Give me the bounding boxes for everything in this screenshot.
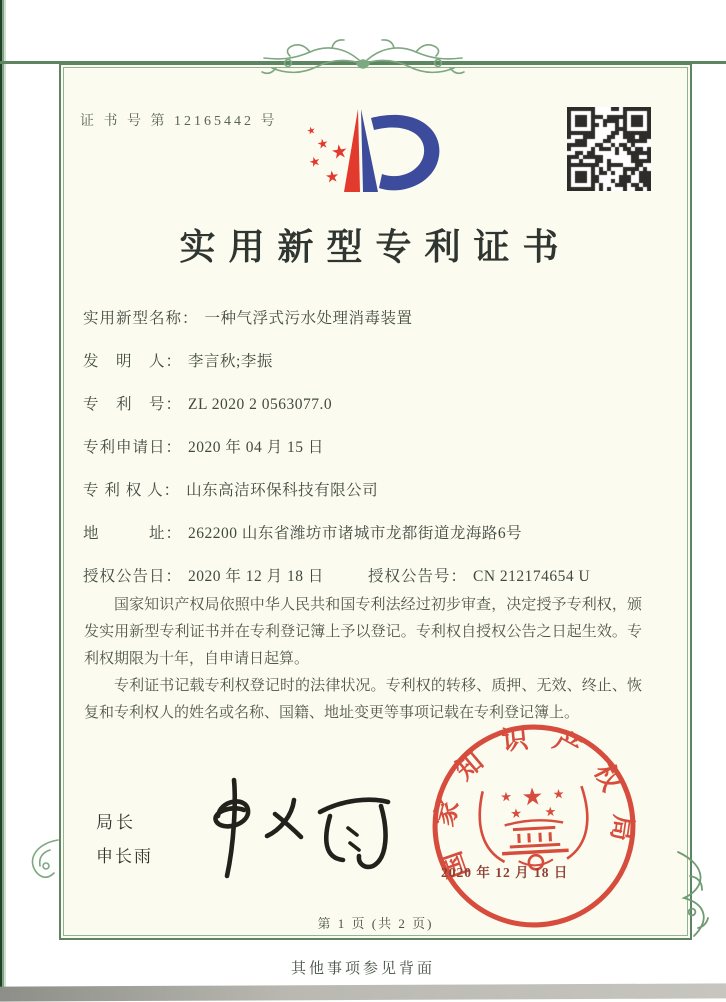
qr-code (567, 107, 651, 191)
field-label: 授权公告号： (368, 568, 468, 585)
field-row-name (83, 297, 643, 340)
certificate-title: 实用新型专利证书 (179, 227, 572, 267)
floral-flourish-icon (236, 34, 490, 88)
field-label: 地 址： (83, 525, 183, 542)
field-label: 专利申请日： (83, 439, 183, 456)
svg-text:★: ★ (324, 166, 341, 187)
corner-ornament-icon (20, 836, 62, 880)
svg-text:★: ★ (307, 153, 323, 172)
field-row-filing-date (83, 426, 643, 469)
fields-block (83, 297, 643, 598)
scan-left-edge (0, 0, 6, 992)
back-side-note: 其他事项参见背面 (290, 961, 435, 977)
scan-bottom-shadow (0, 983, 726, 1001)
legal-paragraph: 专利证书记载专利权登记时的法律状况。专利权的转移、质押、无效、终止、恢复和专利权人的姓名或名称、国籍、地址变更等事项记载在专利登记簿上。 (84, 678, 642, 721)
svg-text:★: ★ (544, 804, 557, 821)
signature-handwriting-icon (172, 772, 417, 890)
page-number: 第 1 页 (共 2 页) (317, 916, 434, 931)
field-row-patentee (83, 469, 643, 512)
field-label: 专 利 号： (83, 396, 183, 413)
field-label: 实用新型名称： (83, 310, 199, 327)
national-emblem (478, 780, 590, 872)
field-row-address (83, 512, 643, 555)
svg-text:★: ★ (315, 136, 330, 153)
certificate-number: 证 书 号 第 12165442 号 (80, 114, 278, 129)
field-label: 发 明 人： (83, 353, 183, 370)
field-row-inventor (83, 340, 643, 383)
field-label: 专 利 权 人： (83, 482, 181, 499)
seal-text: 国家知识产权局 (429, 722, 639, 882)
svg-text:★: ★ (520, 782, 545, 812)
signer-name: 申长雨 (96, 847, 153, 866)
svg-text:★: ★ (552, 787, 565, 803)
svg-text:★: ★ (499, 789, 513, 806)
cnipa-p-logo-icon (287, 96, 455, 208)
field-value: 262200 山东省潍坊市诸城市龙都街道龙海路6号 (188, 525, 523, 542)
legal-paragraph: 国家知识产权局依照中华人民共和国专利法经过初步审查，决定授予专利权，颁发实用新型专利证书并在专利登记簿上予以登记。专利权自授权公告之日起生效。专利权期限为十年，自申请日起算。 (84, 597, 642, 667)
field-value: 2020 年 04 月 15 日 (188, 439, 324, 456)
svg-text:★: ★ (329, 139, 350, 165)
field-value: 2020 年 12 月 18 日 (188, 568, 324, 585)
field-value: 山东高洁环保科技有限公司 (186, 482, 379, 499)
legal-text-block (84, 592, 642, 727)
seal-date: 2020 年 12 月 18 日 (441, 865, 569, 880)
field-value: CN 212174654 U (473, 568, 591, 585)
field-label: 授权公告日： (83, 568, 183, 585)
signer-title: 局长 (96, 813, 136, 832)
field-row-patent-no (83, 383, 643, 426)
svg-text:★: ★ (509, 806, 523, 823)
field-value: 一种气浮式污水处理消毒装置 (204, 310, 413, 327)
field-value: ZL 2020 2 0563077.0 (188, 396, 333, 413)
field-value: 李言秋;李振 (188, 353, 273, 370)
svg-text:★: ★ (305, 124, 318, 138)
national-emblem-seal-icon (423, 715, 646, 938)
